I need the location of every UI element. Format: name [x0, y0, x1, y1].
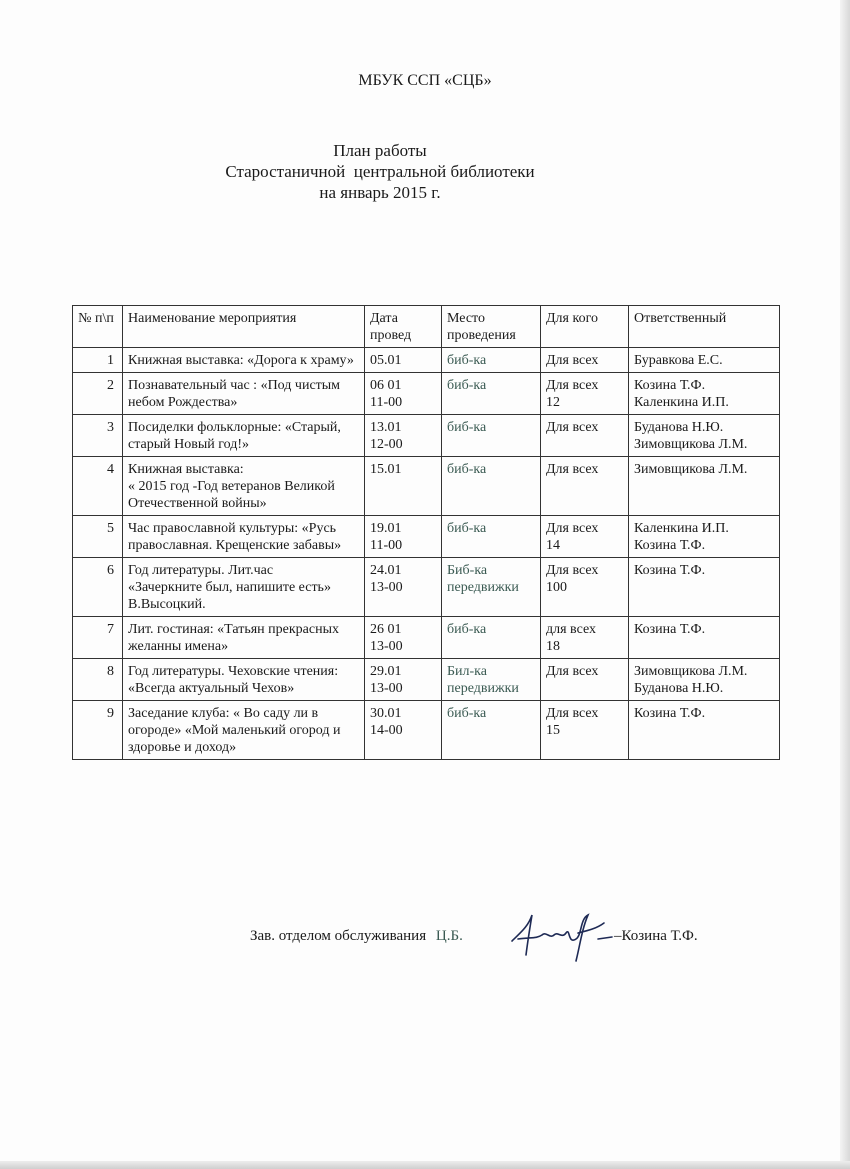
event-name: Лит. гостиная: «Татьян прекрасных желанны имена» — [123, 617, 365, 659]
row-number: 7 — [73, 617, 123, 659]
organization-name: МБУК ССП «СЦБ» — [358, 72, 492, 89]
event-date: 24.01 13-00 — [365, 558, 442, 617]
event-place: биб-ка — [442, 701, 541, 760]
column-header-audience: Для кого — [541, 306, 629, 348]
column-header-responsible: Ответственный — [629, 306, 780, 348]
event-responsible: Каленкина И.П. Козина Т.Ф. — [629, 516, 780, 558]
table-row — [73, 415, 780, 457]
signer-name: –Козина Т.Ф. — [614, 928, 698, 944]
event-audience: Для всех — [541, 457, 629, 516]
event-audience: Для всех 15 — [541, 701, 629, 760]
table-row — [73, 659, 780, 701]
row-number: 9 — [73, 701, 123, 760]
table-row — [73, 457, 780, 516]
event-place: биб-ка — [442, 457, 541, 516]
signer-department: Ц.Б. — [435, 928, 463, 944]
column-header-place: Место проведения — [442, 306, 541, 348]
signer-position: Зав. отделом обслуживания — [250, 928, 427, 944]
event-name: Час православной культуры: «Русь православная. Крещенские забавы» — [123, 516, 365, 558]
event-audience: Для всех 12 — [541, 373, 629, 415]
event-name: Книжная выставка: «Дорога к храму» — [123, 348, 365, 373]
table-row — [73, 373, 780, 415]
event-date: 13.01 12-00 — [365, 415, 442, 457]
event-name: Год литературы. Чеховские чтения: «Всегда актуальный Чехов» — [123, 659, 365, 701]
column-header-event: Наименование мероприятия — [123, 306, 365, 348]
event-responsible: Козина Т.Ф. — [629, 701, 780, 760]
event-place: биб-ка — [442, 348, 541, 373]
event-responsible: Козина Т.Ф. — [629, 558, 780, 617]
event-responsible: Зимовщикова Л.М. Буданова Н.Ю. — [629, 659, 780, 701]
event-date: 19.01 11-00 — [365, 516, 442, 558]
event-responsible: Козина Т.Ф. Каленкина И.П. — [629, 373, 780, 415]
event-audience: Для всех — [541, 659, 629, 701]
row-number: 1 — [73, 348, 123, 373]
title-line-2: Старостаничной центральной библиотеки — [225, 162, 535, 181]
row-number: 4 — [73, 457, 123, 516]
event-responsible: Козина Т.Ф. — [629, 617, 780, 659]
event-date: 06 01 11-00 — [365, 373, 442, 415]
row-number: 8 — [73, 659, 123, 701]
event-responsible: Буданова Н.Ю. Зимовщикова Л.М. — [629, 415, 780, 457]
event-name: Книжная выставка: « 2015 год -Год ветеранов Великой Отечественной войны» — [123, 457, 365, 516]
event-date: 26 01 13-00 — [365, 617, 442, 659]
table-row — [73, 348, 780, 373]
event-name: Познавательный час : «Под чистым небом Рождества» — [123, 373, 365, 415]
event-name: Заседание клуба: « Во саду ли в огороде» «Мой маленький огород и здоровье и доход» — [123, 701, 365, 760]
row-number: 2 — [73, 373, 123, 415]
document-title — [0, 140, 760, 203]
event-audience: для всех 18 — [541, 617, 629, 659]
event-audience: Для всех — [541, 348, 629, 373]
event-place: биб-ка — [442, 373, 541, 415]
table-row — [73, 617, 780, 659]
column-header-number: № п\п — [73, 306, 123, 348]
event-date: 29.01 13-00 — [365, 659, 442, 701]
event-place: биб-ка — [442, 415, 541, 457]
signature-line — [250, 928, 463, 945]
table-row — [73, 558, 780, 617]
event-audience: Для всех — [541, 415, 629, 457]
row-number: 6 — [73, 558, 123, 617]
table-row — [73, 516, 780, 558]
scan-edge-right — [840, 0, 850, 1169]
scan-edge-bottom — [0, 1161, 850, 1169]
event-audience: Для всех 14 — [541, 516, 629, 558]
event-place: биб-ка — [442, 516, 541, 558]
event-place: Биб-ка передвижки — [442, 558, 541, 617]
event-name: Посиделки фольклорные: «Старый, старый Новый год!» — [123, 415, 365, 457]
table-row — [73, 701, 780, 760]
event-responsible: Буравкова Е.С. — [629, 348, 780, 373]
handwritten-signature — [506, 905, 616, 967]
event-date: 15.01 — [365, 457, 442, 516]
title-line-1: План работы — [333, 141, 427, 160]
title-line-3: на январь 2015 г. — [319, 183, 441, 202]
event-place: Бил-ка передвижки — [442, 659, 541, 701]
row-number: 5 — [73, 516, 123, 558]
plan-table — [72, 305, 780, 760]
column-header-date: Дата провед — [365, 306, 442, 348]
event-date: 30.01 14-00 — [365, 701, 442, 760]
event-name: Год литературы. Лит.час «Зачеркните был, напишите есть» В.Высоцкий. — [123, 558, 365, 617]
event-date: 05.01 — [365, 348, 442, 373]
event-audience: Для всех 100 — [541, 558, 629, 617]
event-place: биб-ка — [442, 617, 541, 659]
row-number: 3 — [73, 415, 123, 457]
table-header-row — [73, 306, 780, 348]
event-responsible: Зимовщикова Л.М. — [629, 457, 780, 516]
